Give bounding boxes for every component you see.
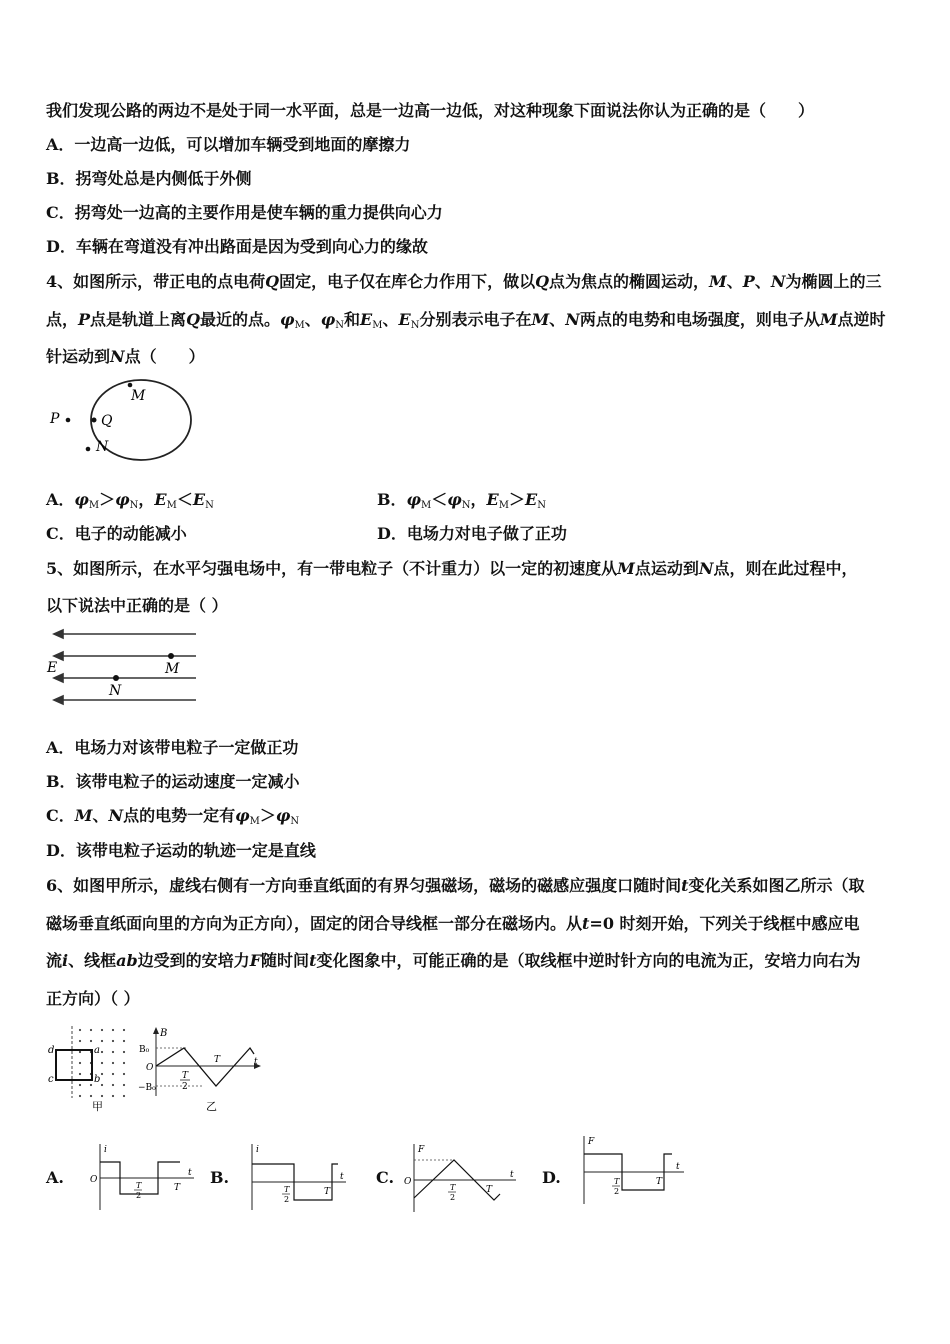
q6-a-axis: i bbox=[104, 1145, 107, 1155]
q6-stem-line3: 流i、线框ab边受到的安培力F随时间t变化图象中，可能正确的是（取线框中逆时针方向的电流为正，安培力向右为 bbox=[46, 951, 861, 970]
q3-option-a[interactable]: A．一边高一边低，可以增加车辆受到地面的摩擦力 bbox=[46, 135, 411, 154]
field-dot bbox=[79, 1073, 81, 1075]
q6-jia-label-b: b bbox=[94, 1074, 101, 1085]
q6-yi-b0: B₀ bbox=[139, 1045, 150, 1055]
q6-a-origin: O bbox=[90, 1175, 98, 1185]
q6-b-axis: i bbox=[256, 1145, 259, 1155]
q6-figure-jia bbox=[44, 1022, 140, 1112]
q6-option-a-label[interactable]: A. bbox=[46, 1168, 64, 1187]
q6-b-t2n: T bbox=[284, 1185, 290, 1194]
q6-c-t2d: 2 bbox=[450, 1193, 456, 1202]
field-dot bbox=[112, 1084, 114, 1086]
field-dot bbox=[101, 1051, 103, 1053]
q5-fig-label-m: M bbox=[165, 661, 180, 677]
q4-fig-label-q: Q bbox=[101, 413, 113, 429]
field-dot bbox=[79, 1029, 81, 1031]
field-dot bbox=[101, 1062, 103, 1064]
field-dot bbox=[123, 1073, 125, 1075]
q5-field-figure bbox=[44, 622, 204, 710]
q4-fig-label-n: N bbox=[96, 439, 109, 455]
q6-a-t: t bbox=[188, 1168, 192, 1178]
q6-option-b-label[interactable]: B. bbox=[210, 1168, 230, 1187]
q4-fig-label-p: P bbox=[50, 411, 60, 427]
q6-jia-label-c: c bbox=[48, 1074, 54, 1085]
field-dot bbox=[112, 1040, 114, 1042]
field-dot bbox=[79, 1051, 81, 1053]
q6-jia-label-d: d bbox=[48, 1045, 55, 1056]
q3-option-d[interactable]: D．车辆在弯道没有冲出路面是因为受到向心力的缘故 bbox=[46, 237, 428, 256]
q5-option-d[interactable]: D．该带电粒子运动的轨迹一定是直线 bbox=[46, 841, 316, 860]
q5-stem-line2: 以下说法中正确的是（ ） bbox=[46, 596, 228, 615]
q5-option-c[interactable]: C．M、N点的电势一定有$\varphi_M>\varphi_N$ bbox=[46, 806, 300, 827]
q6-stem-line4: 正方向）（ ） bbox=[46, 989, 140, 1008]
q6-yi-t: T bbox=[214, 1055, 221, 1065]
q6-option-d-graph[interactable] bbox=[572, 1134, 688, 1208]
q5-fig-label-e: E bbox=[47, 660, 58, 676]
q5-option-b[interactable]: B．该带电粒子的运动速度一定减小 bbox=[46, 772, 300, 791]
q4-option-c[interactable]: C．电子的动能减小 bbox=[46, 524, 187, 543]
q6-d-T: T bbox=[656, 1177, 663, 1187]
q4-option-a[interactable]: A．$\varphi_M>\varphi_N$，$E_M<E_N$ bbox=[46, 490, 214, 511]
field-dot bbox=[79, 1040, 81, 1042]
q6-option-c-graph[interactable] bbox=[402, 1140, 522, 1214]
q6-d-t2d: 2 bbox=[614, 1187, 620, 1196]
q6-yi-axis-b: B bbox=[160, 1028, 168, 1039]
q6-yi-neg-b0: −B₀ bbox=[138, 1083, 156, 1093]
field-dot bbox=[123, 1029, 125, 1031]
q6-stem-line1: 6、如图甲所示，虚线右侧有一方向垂直纸面的有界匀强磁场，磁场的磁感应强度口随时间t变化关系如图乙所示（取 bbox=[46, 876, 865, 895]
field-dot bbox=[112, 1051, 114, 1053]
field-dot bbox=[123, 1095, 125, 1097]
q6-option-b-graph[interactable] bbox=[240, 1140, 350, 1214]
field-dot bbox=[90, 1095, 92, 1097]
q4-ellipse-figure bbox=[44, 378, 198, 468]
q4-fig-label-m: M bbox=[131, 388, 146, 404]
q6-figure-yi bbox=[138, 1024, 268, 1112]
field-dot bbox=[112, 1062, 114, 1064]
q6-b-T: T bbox=[324, 1187, 331, 1197]
q6-b-t2d: 2 bbox=[284, 1195, 290, 1204]
q6-stem-line2: 磁场垂直纸面向里的方向为正方向），固定的闭合导线框一部分在磁场内。从t=0 时刻开始，下列关于线框中感应电 bbox=[46, 914, 860, 933]
q6-a-t2d: 2 bbox=[136, 1191, 142, 1200]
q6-d-t2n: T bbox=[614, 1177, 620, 1186]
q5-stem-line1: 5、如图所示，在水平匀强电场中，有一带电粒子（不计重力）以一定的初速度从M点运动到N点，则在此过程中， bbox=[46, 559, 858, 578]
q4-stem-line3: 针运动到N点（ ） bbox=[46, 347, 205, 366]
q6-yi-origin: O bbox=[146, 1063, 154, 1073]
q6-c-axis: F bbox=[418, 1145, 425, 1155]
field-dot bbox=[112, 1095, 114, 1097]
q6-c-t2n: T bbox=[450, 1183, 456, 1192]
q4-option-d[interactable]: D．电场力对电子做了正功 bbox=[377, 524, 567, 543]
q6-a-T: T bbox=[174, 1183, 181, 1193]
q6-yi-axis-t: t bbox=[254, 1057, 258, 1067]
field-dot bbox=[101, 1084, 103, 1086]
field-dot bbox=[79, 1095, 81, 1097]
q6-option-a-graph[interactable] bbox=[88, 1140, 198, 1214]
q6-jia-caption: 甲 bbox=[92, 1100, 103, 1112]
q6-c-origin: O bbox=[404, 1177, 412, 1187]
q6-yi-caption: 乙 bbox=[206, 1100, 217, 1112]
q5-option-a[interactable]: A．电场力对该带电粒子一定做正功 bbox=[46, 738, 299, 757]
q5-fig-label-n: N bbox=[109, 683, 122, 699]
q6-yi-t2-den: 2 bbox=[182, 1082, 188, 1092]
field-dot bbox=[90, 1084, 92, 1086]
q4-option-b[interactable]: B．$\varphi_M<\varphi_N$，$E_M>E_N$ bbox=[377, 490, 546, 511]
field-dot bbox=[123, 1051, 125, 1053]
field-dot bbox=[112, 1073, 114, 1075]
q6-a-t2n: T bbox=[136, 1181, 142, 1190]
q6-d-t: t bbox=[676, 1162, 680, 1172]
q6-d-axis: F bbox=[588, 1137, 595, 1147]
field-dot bbox=[123, 1062, 125, 1064]
field-dot bbox=[101, 1073, 103, 1075]
q4-stem-line2: 点，P点是轨道上离Q最近的点。$\varphi_M$、$\varphi_N$和$E_M$、$E_N$分别表示电子在M、N两点的电势和电场强度，则电子从M点逆时 bbox=[46, 310, 886, 331]
field-dot bbox=[101, 1095, 103, 1097]
q6-jia-label-a: a bbox=[94, 1045, 100, 1056]
field-dot bbox=[90, 1029, 92, 1031]
q6-option-d-label[interactable]: D. bbox=[542, 1168, 561, 1187]
field-dot bbox=[90, 1040, 92, 1042]
field-dot bbox=[123, 1040, 125, 1042]
q6-b-t: t bbox=[340, 1172, 344, 1182]
field-dot bbox=[123, 1084, 125, 1086]
q6-option-c-label[interactable]: C. bbox=[376, 1168, 395, 1187]
field-dot bbox=[79, 1062, 81, 1064]
field-dot bbox=[101, 1040, 103, 1042]
q3-option-c[interactable]: C．拐弯处一边高的主要作用是使车辆的重力提供向心力 bbox=[46, 203, 443, 222]
q3-stem: 我们发现公路的两边不是处于同一水平面，总是一边高一边低，对这种现象下面说法你认为正确的是（ ） bbox=[46, 101, 815, 120]
field-dot bbox=[112, 1029, 114, 1031]
q3-option-b[interactable]: B．拐弯处总是内侧低于外侧 bbox=[46, 169, 252, 188]
field-dot bbox=[79, 1084, 81, 1086]
q4-stem-line1: 4、如图所示，带正电的点电荷Q固定，电子仅在库仑力作用下，做以Q点为焦点的椭圆运动，M、P、N为椭圆上的三 bbox=[46, 272, 882, 291]
field-dot bbox=[101, 1029, 103, 1031]
q6-c-T: T bbox=[486, 1185, 493, 1195]
q6-yi-t2-num: T bbox=[182, 1071, 189, 1081]
q6-c-t: t bbox=[510, 1170, 514, 1180]
